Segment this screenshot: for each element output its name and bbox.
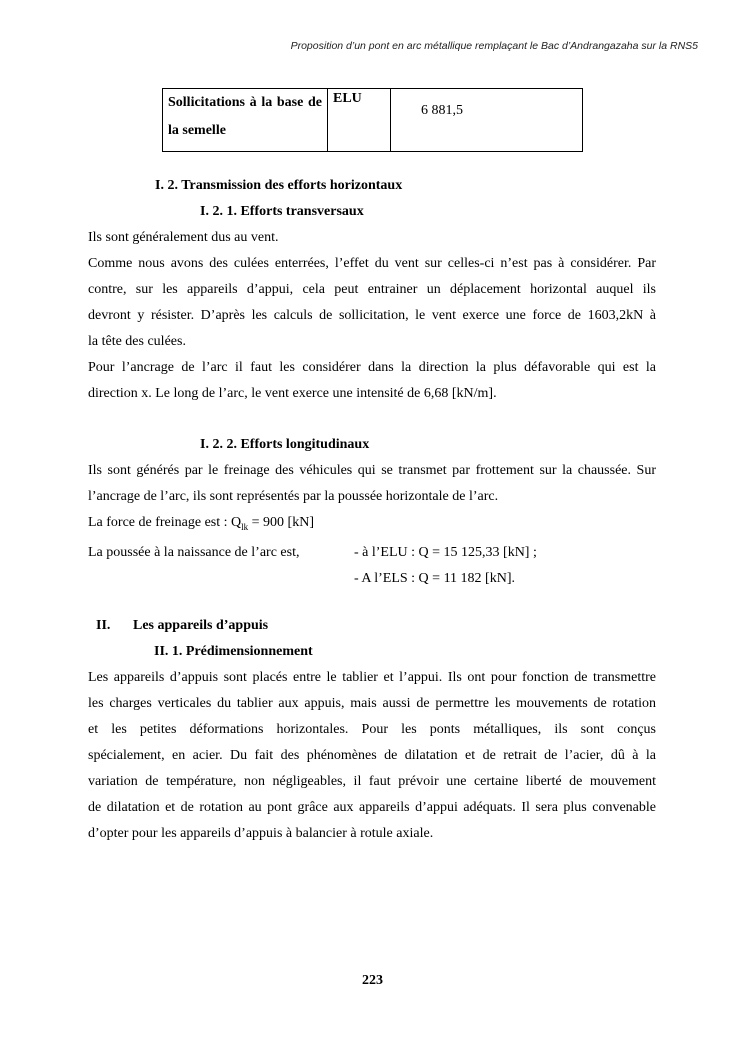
table-cell-state: ELU xyxy=(328,89,391,152)
section-heading-ii: Les appareils d’appuis xyxy=(133,618,269,633)
section-heading-ii-number: II. xyxy=(96,618,111,633)
paragraph-line: Ils sont généralement dus au vent. xyxy=(88,230,279,245)
paragraph-line: la tête des culées. xyxy=(88,334,186,349)
sollicitation-table xyxy=(162,88,583,152)
paragraph-line: Ils sont générés par le freinage des véhicules qui se transmet par frottement sur la chaussée. Sur xyxy=(88,463,656,478)
section-heading-i2: I. 2. Transmission des efforts horizontaux xyxy=(155,178,403,193)
table-cell-label: Sollicitations à la base de la semelle xyxy=(163,89,328,152)
paragraph-line: d’opter pour les appareils d’appuis à balancier à rotule axiale. xyxy=(88,826,434,841)
braking-force-line: La force de freinage est : $Q_{lk} = 900$ [kN] xyxy=(88,515,314,532)
paragraph-line: Les appareils d’appuis sont placés entre le tablier et l’appui. Ils ont pour fonction de transmettre xyxy=(88,670,656,685)
paragraph-line: et les petites déformations horizontales. Pour les ponts métalliques, ils sont conçus xyxy=(88,722,656,737)
paragraph-longitudinal xyxy=(88,458,656,592)
page-number: 223 xyxy=(362,973,383,988)
paragraph-bearings xyxy=(88,665,656,847)
paragraph-line: variation de température, non négligeables, il faut prévoir une certaine liberté de mouvement xyxy=(88,774,656,789)
subsection-heading-i22: I. 2. 2. Efforts longitudinaux xyxy=(200,437,370,452)
paragraph-line: devront y résister. D’après les calculs de sollicitation, le vent exerce une force de 1603,2kN à xyxy=(88,308,656,323)
paragraph-line: direction x. Le long de l’arc, le vent exerce une intensité de 6,68 [kN/m]. xyxy=(88,386,497,401)
thrust-line: La poussée à la naissance de l’arc est, - à l’ELU : Q = 15 125,33 [kN] ; xyxy=(88,544,537,560)
paragraph-wind-intro xyxy=(88,225,656,407)
table-cell-value: 6 881,5 xyxy=(391,89,583,152)
paragraph-line: de dilatation et de rotation au pont grâce aux appareils d’appui adéquats. Il sera plus convenable xyxy=(88,800,656,815)
paragraph-line: contre, sur les appareils d’appui, cela peut entrainer un déplacement horizontal auquel ils xyxy=(88,282,656,297)
paragraph-line: les charges verticales du tablier aux appuis, mais aussi de permettre les mouvements de rotation xyxy=(88,696,656,711)
subsection-heading-ii1: II. 1. Prédimensionnement xyxy=(154,644,313,659)
table-row xyxy=(163,89,583,152)
paragraph-line: spécialement, en acier. Du fait des phénomènes de dilatation et de retrait de l’acier, dû à la xyxy=(88,748,656,763)
thrust-line-els: - A l’ELS : Q = 11 182 [kN]. xyxy=(354,570,515,586)
subsection-heading-i21: I. 2. 1. Efforts transversaux xyxy=(200,204,364,219)
paragraph-line: l’ancrage de l’arc, ils sont représentés par la poussée horizontale de l’arc. xyxy=(88,489,499,504)
paragraph-line: Pour l’ancrage de l’arc il faut les considérer dans la direction la plus défavorable qui est la xyxy=(88,360,656,375)
paragraph-line: Comme nous avons des culées enterrées, l’effet du vent sur celles-ci n’est pas à considérer. Par xyxy=(88,256,656,271)
running-header: Proposition d’un pont en arc métallique remplaçant le Bac d’Andrangazaha sur la RNS5 xyxy=(290,40,698,52)
